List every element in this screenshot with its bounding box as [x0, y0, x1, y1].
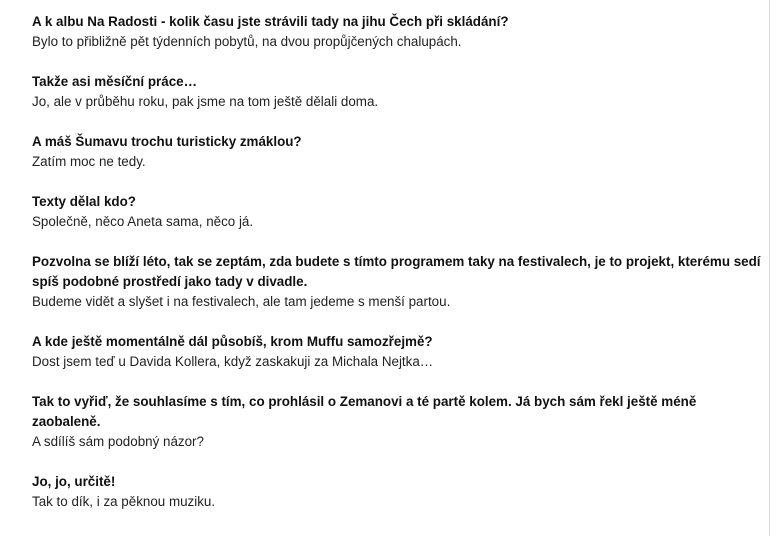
interview-question: Takže asi měsíční práce…	[32, 74, 197, 89]
interview-question: A kde ještě momentálně dál působíš, krom Muffu samozřejmě?	[32, 334, 433, 349]
interview-item	[32, 472, 768, 512]
interview-question: A k albu Na Radosti - kolik času jste strávili tady na jihu Čech při skládání?	[32, 14, 509, 29]
interview-answer: Budeme vidět a slyšet i na festivalech, ale tam jedeme s menší partou.	[32, 294, 451, 309]
interview-item	[32, 252, 768, 312]
interview-answer: Jo, ale v průběhu roku, pak jsme na tom ještě dělali doma.	[32, 94, 379, 109]
interview-answer: Dost jsem teď u Davida Kollera, když zaskakuji za Michala Nejtka…	[32, 354, 434, 369]
interview-question: A máš Šumavu trochu turisticky zmáklou?	[32, 134, 302, 149]
interview-question: Pozvolna se blíží léto, tak se zeptám, zda budete s tímto programem taky na festivalech, je to projekt, kterému sedí spíš podobné prostředí jako tady v divadle.	[32, 254, 761, 289]
interview-question: Tak to vyřiď, že souhlasíme s tím, co prohlásil o Zemanovi a té partě kolem. Já bych sám řekl ještě méně zaobaleně.	[32, 394, 697, 429]
interview-question: Jo, jo, určitě!	[32, 474, 116, 489]
interview-answer: A sdílíš sám podobný názor?	[32, 434, 204, 449]
interview-item	[32, 12, 768, 52]
interview-answer: Tak to dík, i za pěknou muziku.	[32, 494, 216, 509]
interview-item	[32, 192, 768, 232]
interview-question: Texty dělal kdo?	[32, 194, 136, 209]
interview-item	[32, 332, 768, 372]
interview-answer: Zatím moc ne tedy.	[32, 154, 146, 169]
interview-item	[32, 132, 768, 172]
interview-article	[32, 0, 768, 532]
interview-answer: Společně, něco Aneta sama, něco já.	[32, 214, 254, 229]
window-edge	[770, 0, 776, 536]
interview-answer: Bylo to přibližně pět týdenních pobytů, na dvou propůjčených chalupách.	[32, 34, 462, 49]
interview-item	[32, 72, 768, 112]
interview-item	[32, 392, 768, 452]
